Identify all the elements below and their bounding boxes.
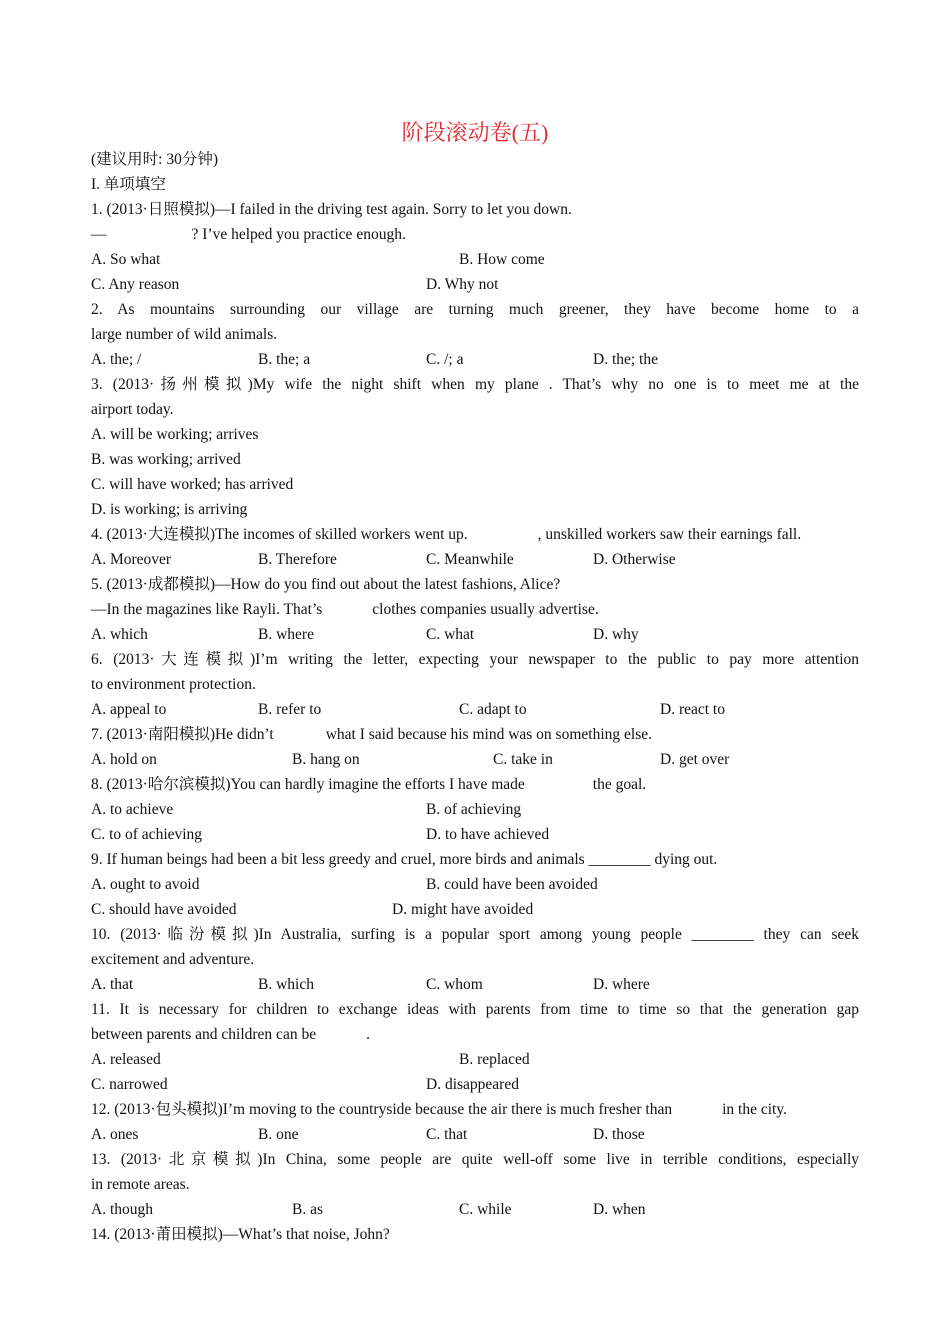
question-7-option-a: A. hold on: [91, 751, 157, 768]
question-12-option-c: C. that: [426, 1126, 468, 1143]
question-10-continued: excitement and adventure.: [91, 951, 255, 968]
question-11-option-c: C. narrowed: [91, 1076, 168, 1093]
question-8-option-a: A. to achieve: [91, 801, 174, 818]
question-6-option-c: C. adapt to: [459, 701, 527, 718]
question-5-reply: [91, 599, 859, 621]
question-3-option-a: A. will be working; arrives: [91, 426, 259, 443]
stem-part: 3. (2013·扬州模拟)My wife: [91, 376, 313, 393]
question-13-stem: [91, 1149, 859, 1171]
question-4-option-a: A. Moreover: [91, 551, 172, 568]
stem-part: the public to pay more attention: [627, 651, 859, 668]
question-3-option-b: B. was working; arrived: [91, 451, 241, 468]
question-9-option-b: B. could have been avoided: [426, 876, 598, 893]
question-11-continued: [91, 1024, 859, 1046]
question-10-stem: 10. (2013·临汾模拟)In Australia, surfing is a popular sport among young people ________ they can seek: [91, 926, 859, 943]
question-9-option-c: C. should have avoided: [91, 901, 237, 918]
reply-part: clothes companies usually advertise.: [372, 601, 599, 618]
question-1-option-d: D. Why not: [426, 276, 499, 293]
stem-part: the night shift when my plane: [322, 376, 539, 393]
question-13-continued: in remote areas.: [91, 1176, 190, 1193]
question-8-option-c: C. to of achieving: [91, 826, 203, 843]
question-6-option-a: A. appeal to: [91, 701, 167, 718]
stem-part: 13. (2013·北京模拟)In China, some people are quite well-off: [91, 1151, 553, 1168]
question-12-stem: [91, 1099, 859, 1121]
stem-part: 2. As: [91, 301, 135, 318]
stem-part: 4. (2013·大连模拟)The incomes of skilled workers went up.: [91, 526, 468, 543]
question-1-option-a: A. So what: [91, 251, 161, 268]
question-2-option-c: C. /; a: [426, 351, 464, 368]
question-4-option-c: C. Meanwhile: [426, 551, 514, 568]
question-6-continued: to environment protection.: [91, 676, 256, 693]
question-7-option-d: D. get over: [660, 751, 730, 768]
question-5-option-c: C. what: [426, 626, 475, 643]
stem-part: . That’s why no one is to meet me at the: [548, 376, 859, 393]
reply-part: —In the magazines like Rayli. That’s: [91, 601, 323, 618]
stem-part: 12. (2013·包头模拟)I’m moving to the countryside because the air there is much fresher than: [91, 1101, 673, 1118]
question-9-option-a: A. ought to avoid: [91, 876, 200, 893]
question-10-option-a: A. that: [91, 976, 134, 993]
question-8-stem: [91, 774, 859, 796]
question-3-option-d: D. is working; is arriving: [91, 501, 248, 518]
time-note: (建议用时: 30分钟): [91, 151, 219, 168]
question-11-stem: 11. It is necessary for children to exchange ideas with parents from time to time so that the generation gap: [91, 1001, 859, 1018]
stem-part: 7. (2013·南阳模拟)He didn’t: [91, 726, 274, 743]
question-6-option-d: D. react to: [660, 701, 725, 718]
question-6-option-b: B. refer to: [258, 701, 322, 718]
stem-part: the goal.: [592, 776, 647, 793]
question-13-option-a: A. though: [91, 1201, 153, 1218]
question-7-option-b: B. hang on: [292, 751, 360, 768]
question-10-option-d: D. where: [593, 976, 650, 993]
question-2-continued: large number of wild animals.: [91, 326, 278, 343]
question-13-option-d: D. when: [593, 1201, 646, 1218]
question-9-option-d: D. might have avoided: [392, 901, 534, 918]
stem-part: in the city.: [722, 1101, 787, 1118]
question-10-option-b: B. which: [258, 976, 314, 993]
reply-prefix: —: [91, 226, 107, 243]
question-1-stem: 1. (2013·日照模拟)—I failed in the driving test again. Sorry to let you down.: [91, 201, 572, 218]
question-14-stem: 14. (2013·莆田模拟)—What’s that noise, John?: [91, 1226, 390, 1243]
question-6-stem: [91, 649, 859, 671]
question-2-option-b: B. the; a: [258, 351, 311, 368]
question-7-stem: [91, 724, 859, 746]
question-11-option-d: D. disappeared: [426, 1076, 519, 1093]
stem-part: what I said because his mind was on something else.: [325, 726, 652, 743]
question-9-stem: 9. If human beings had been a bit less greedy and cruel, more birds and animals ________ dying out.: [91, 851, 718, 868]
question-2-option-a: A. the; /: [91, 351, 142, 368]
question-1-reply: [91, 224, 859, 246]
question-5-option-b: B. where: [258, 626, 314, 643]
question-5-stem: 5. (2013·成都模拟)—How do you find out about the latest fashions, Alice?: [91, 576, 561, 593]
question-10-option-c: C. whom: [426, 976, 483, 993]
stem-part: between parents and children can be: [91, 1026, 317, 1043]
page-title: 阶段滚动卷(五): [401, 120, 549, 145]
question-12-option-a: A. ones: [91, 1126, 139, 1143]
stem-part: .: [366, 1026, 370, 1043]
question-8-option-b: B. of achieving: [426, 801, 522, 818]
stem-part: mountains surrounding our village are turning much greener, they have become: [149, 301, 760, 318]
question-13-option-c: C. while: [459, 1201, 512, 1218]
question-4-stem: [91, 524, 859, 546]
question-2-stem: [91, 299, 859, 321]
question-4-option-d: D. Otherwise: [593, 551, 676, 568]
question-11-option-b: B. replaced: [459, 1051, 530, 1068]
question-5-option-a: A. which: [91, 626, 148, 643]
question-4-option-b: B. Therefore: [258, 551, 337, 568]
question-11-option-a: A. released: [91, 1051, 161, 1068]
question-13-option-b: B. as: [292, 1201, 323, 1218]
question-3-stem: [91, 374, 859, 396]
question-5-option-d: D. why: [593, 626, 639, 643]
stem-part: , unskilled workers saw their earnings fall.: [537, 526, 802, 543]
question-2-option-d: D. the; the: [593, 351, 658, 368]
stem-part: home to a: [774, 301, 860, 318]
question-3-continued: airport today.: [91, 401, 174, 418]
section-heading: I. 单项填空: [91, 176, 166, 193]
question-12-option-d: D. those: [593, 1126, 645, 1143]
stem-part: 8. (2013·哈尔滨模拟)You can hardly imagine the efforts I have made: [91, 776, 525, 793]
question-1-option-c: C. Any reason: [91, 276, 180, 293]
stem-part: 6. (2013·大连模拟)I’m writing the letter, expecting your newspaper to: [91, 651, 618, 668]
reply-suffix: ? I’ve helped you practice enough.: [191, 226, 406, 243]
question-12-option-b: B. one: [258, 1126, 299, 1143]
question-3-option-c: C. will have worked; has arrived: [91, 476, 294, 493]
stem-part: some live in terrible conditions, especially: [563, 1151, 859, 1168]
question-1-option-b: B. How come: [459, 251, 545, 268]
question-7-option-c: C. take in: [493, 751, 553, 768]
question-8-option-d: D. to have achieved: [426, 826, 550, 843]
